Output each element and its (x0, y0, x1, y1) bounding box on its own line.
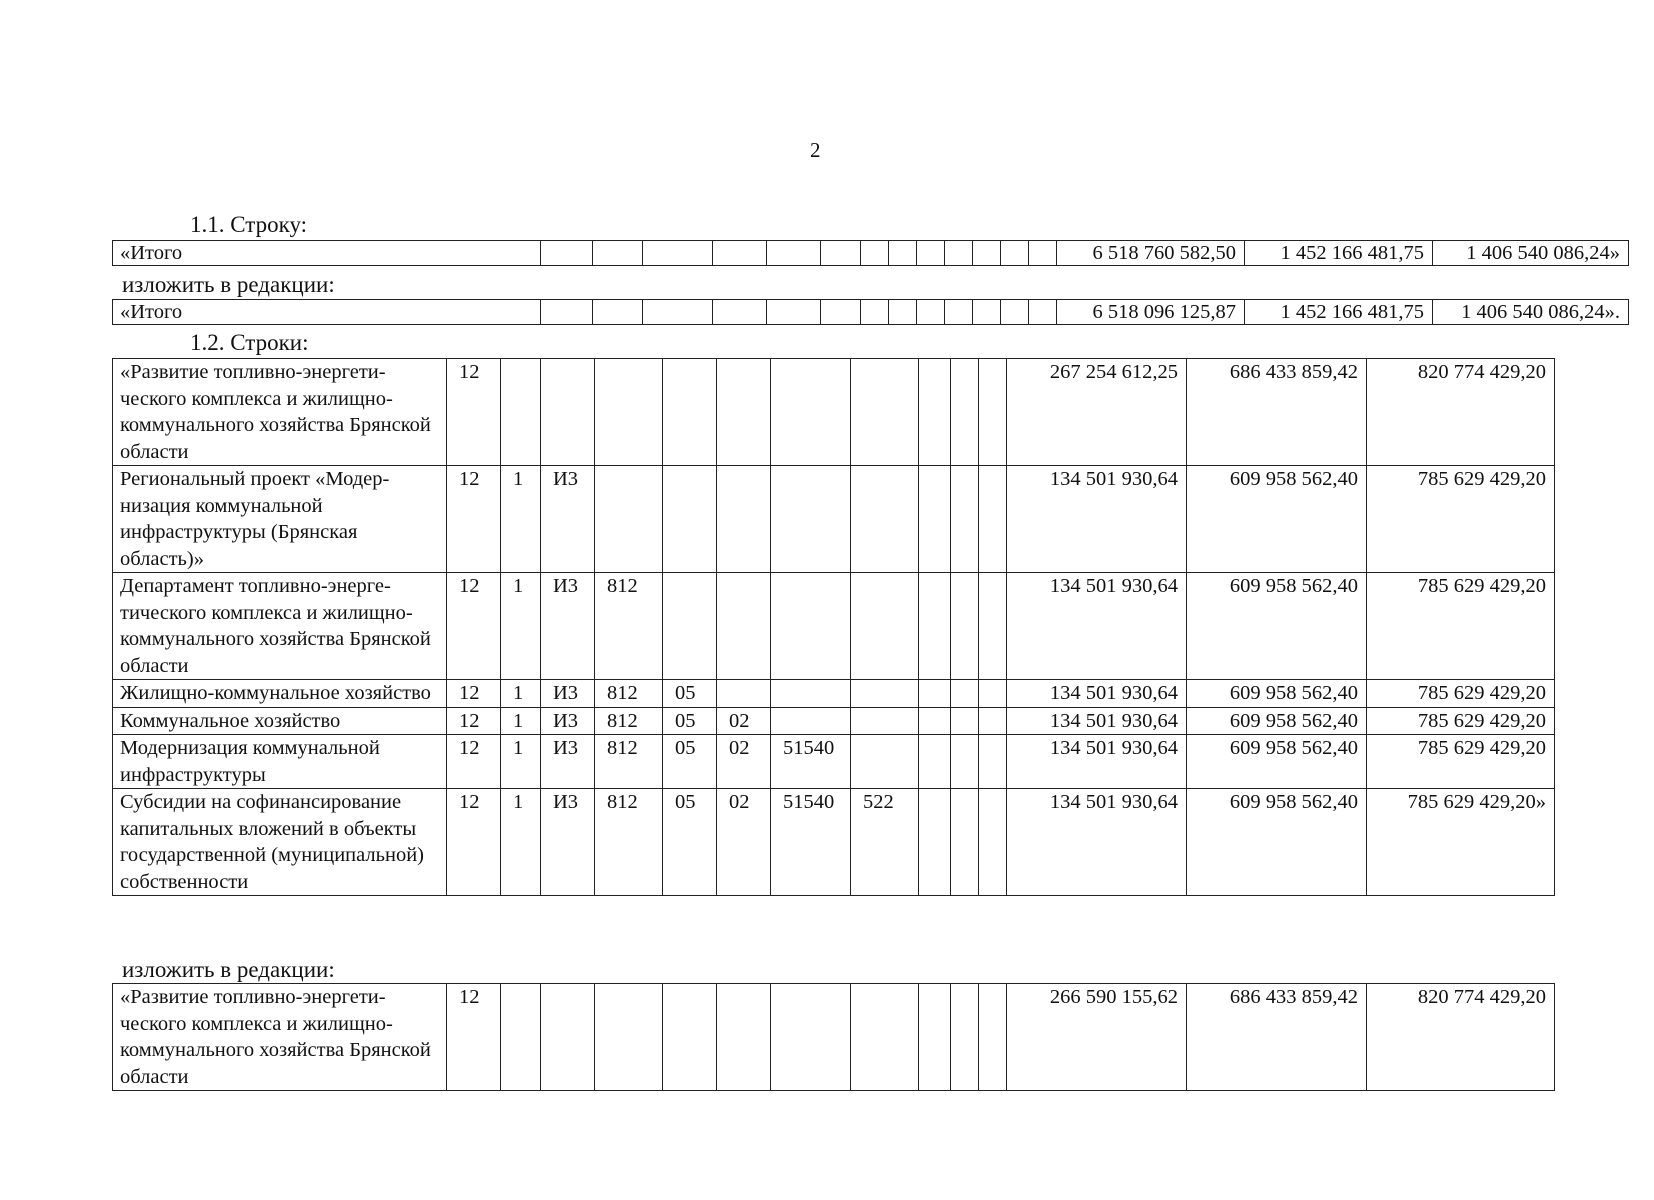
table-row (113, 359, 1555, 466)
section-1-2-heading: 1.2. Строки: (190, 330, 309, 355)
row-name: Региональный проект «Модернизация коммунальной инфраструктуры (Брянская область)» (113, 466, 447, 573)
amount-cell: 609 958 562,40 (1187, 466, 1367, 573)
code-cell (663, 984, 717, 1091)
empty-cell (951, 466, 979, 573)
table-row (113, 984, 1555, 1091)
code-cell: 12 (447, 707, 501, 735)
code-cell (771, 466, 851, 573)
code-cell: И3 (541, 680, 595, 708)
code-cell: 812 (595, 707, 663, 735)
code-cell: 12 (447, 680, 501, 708)
code-cell (663, 466, 717, 573)
code-cell (501, 984, 541, 1091)
code-cell (541, 984, 595, 1091)
amount-cell: 134 501 930,64 (1007, 680, 1187, 708)
empty-cell (979, 359, 1007, 466)
empty-cell (919, 735, 951, 789)
code-cell (771, 680, 851, 708)
rows-table-new (112, 983, 1555, 1091)
row-name: Субсидии на софинансирование капитальных вложений в объекты государственной (муниципальной) собственности (113, 789, 447, 896)
code-cell (663, 359, 717, 466)
code-cell: 12 (447, 984, 501, 1091)
code-cell (595, 359, 663, 466)
row-name: «Развитие топливно-энергетического комплекса и жилищно-коммунального хозяйства Брянской области (113, 984, 447, 1091)
amount-cell: 266 590 155,62 (1007, 984, 1187, 1091)
code-cell: И3 (541, 707, 595, 735)
row-name: Жилищно-коммунальное хозяйство (113, 680, 447, 708)
code-cell (663, 573, 717, 680)
total-label: «Итого (113, 241, 541, 266)
old-total-row (113, 241, 1629, 266)
amount-cell: 609 958 562,40 (1187, 789, 1367, 896)
code-cell: 12 (447, 735, 501, 789)
code-cell: 1 (501, 680, 541, 708)
code-cell: 05 (663, 680, 717, 708)
section-1-1-heading: 1.1. Строку: (190, 212, 308, 237)
code-cell: 812 (595, 680, 663, 708)
code-cell: 812 (595, 789, 663, 896)
table-row (113, 707, 1555, 735)
table-row (113, 789, 1555, 896)
total-value-2: 1 452 166 481,75 (1245, 300, 1433, 325)
page-number: 2 (810, 138, 821, 162)
code-cell: 02 (717, 789, 771, 896)
total-label: «Итого (113, 300, 541, 325)
code-cell (851, 573, 919, 680)
code-cell: И3 (541, 573, 595, 680)
code-cell (851, 466, 919, 573)
empty-cell (919, 789, 951, 896)
amount-cell: 785 629 429,20 (1367, 466, 1555, 573)
empty-cell (919, 359, 951, 466)
code-cell (771, 984, 851, 1091)
code-cell (595, 984, 663, 1091)
code-cell (717, 984, 771, 1091)
code-cell: 12 (447, 466, 501, 573)
empty-cell (951, 573, 979, 680)
empty-cell (919, 984, 951, 1091)
code-cell: 812 (595, 735, 663, 789)
code-cell (717, 680, 771, 708)
table-row (113, 466, 1555, 573)
restate-label-2: изложить в редакции: (122, 957, 335, 982)
code-cell (541, 359, 595, 466)
row-name: Департамент топливно-энергетического комплекса и жилищно-коммунального хозяйства Брянской области (113, 573, 447, 680)
code-cell: 51540 (771, 789, 851, 896)
code-cell (595, 466, 663, 573)
code-cell (851, 680, 919, 708)
code-cell (717, 466, 771, 573)
amount-cell: 609 958 562,40 (1187, 680, 1367, 708)
amount-cell: 820 774 429,20 (1367, 984, 1555, 1091)
empty-cell (951, 707, 979, 735)
total-value-3: 1 406 540 086,24» (1433, 241, 1629, 266)
code-cell: 02 (717, 707, 771, 735)
amount-cell: 686 433 859,42 (1187, 359, 1367, 466)
empty-cell (951, 789, 979, 896)
row-name: Коммунальное хозяйство (113, 707, 447, 735)
empty-cell (919, 680, 951, 708)
empty-cell (979, 789, 1007, 896)
total-value-1: 6 518 760 582,50 (1057, 241, 1245, 266)
code-cell: 12 (447, 789, 501, 896)
empty-cell (951, 984, 979, 1091)
empty-cell (979, 984, 1007, 1091)
amount-cell: 785 629 429,20 (1367, 707, 1555, 735)
amount-cell: 267 254 612,25 (1007, 359, 1187, 466)
empty-cell (919, 466, 951, 573)
amount-cell: 785 629 429,20 (1367, 680, 1555, 708)
table-row (113, 735, 1555, 789)
amount-cell: 134 501 930,64 (1007, 573, 1187, 680)
code-cell: 1 (501, 707, 541, 735)
total-value-1: 6 518 096 125,87 (1057, 300, 1245, 325)
code-cell: 12 (447, 359, 501, 466)
new-total-table (112, 299, 1629, 325)
row-name: Модернизация коммунальной инфраструктуры (113, 735, 447, 789)
code-cell (851, 359, 919, 466)
amount-cell: 785 629 429,20 (1367, 573, 1555, 680)
empty-cell (979, 573, 1007, 680)
amount-cell: 609 958 562,40 (1187, 573, 1367, 680)
empty-cell (919, 573, 951, 680)
amount-cell: 785 629 429,20 (1367, 735, 1555, 789)
empty-cell (979, 735, 1007, 789)
amount-cell: 134 501 930,64 (1007, 735, 1187, 789)
code-cell: 12 (447, 573, 501, 680)
restate-label-1: изложить в редакции: (122, 272, 335, 297)
code-cell (851, 735, 919, 789)
code-cell: 1 (501, 735, 541, 789)
amount-cell: 609 958 562,40 (1187, 707, 1367, 735)
code-cell: И3 (541, 789, 595, 896)
code-cell (851, 984, 919, 1091)
code-cell (717, 359, 771, 466)
total-value-2: 1 452 166 481,75 (1245, 241, 1433, 266)
empty-cell (951, 359, 979, 466)
code-cell: 1 (501, 573, 541, 680)
row-name: «Развитие топливно-энергетического комплекса и жилищно-коммунального хозяйства Брянской области (113, 359, 447, 466)
code-cell: 1 (501, 789, 541, 896)
old-total-table (112, 240, 1629, 266)
code-cell: 51540 (771, 735, 851, 789)
code-cell: 812 (595, 573, 663, 680)
code-cell (771, 707, 851, 735)
empty-cell (979, 466, 1007, 573)
code-cell (771, 359, 851, 466)
code-cell: 1 (501, 466, 541, 573)
empty-cell (919, 707, 951, 735)
amount-cell: 785 629 429,20» (1367, 789, 1555, 896)
rows-table-old (112, 358, 1555, 896)
empty-cell (979, 707, 1007, 735)
code-cell: 02 (717, 735, 771, 789)
amount-cell: 609 958 562,40 (1187, 735, 1367, 789)
code-cell: 522 (851, 789, 919, 896)
amount-cell: 820 774 429,20 (1367, 359, 1555, 466)
empty-cell (979, 680, 1007, 708)
amount-cell: 134 501 930,64 (1007, 707, 1187, 735)
code-cell (851, 707, 919, 735)
amount-cell: 686 433 859,42 (1187, 984, 1367, 1091)
table-row (113, 573, 1555, 680)
amount-cell: 134 501 930,64 (1007, 466, 1187, 573)
code-cell (771, 573, 851, 680)
code-cell (717, 573, 771, 680)
total-value-3: 1 406 540 086,24». (1433, 300, 1629, 325)
code-cell: И3 (541, 735, 595, 789)
table-row (113, 680, 1555, 708)
code-cell: 05 (663, 789, 717, 896)
empty-cell (951, 735, 979, 789)
code-cell: И3 (541, 466, 595, 573)
code-cell (501, 359, 541, 466)
code-cell: 05 (663, 707, 717, 735)
amount-cell: 134 501 930,64 (1007, 789, 1187, 896)
empty-cell (951, 680, 979, 708)
new-total-row (113, 300, 1629, 325)
code-cell: 05 (663, 735, 717, 789)
